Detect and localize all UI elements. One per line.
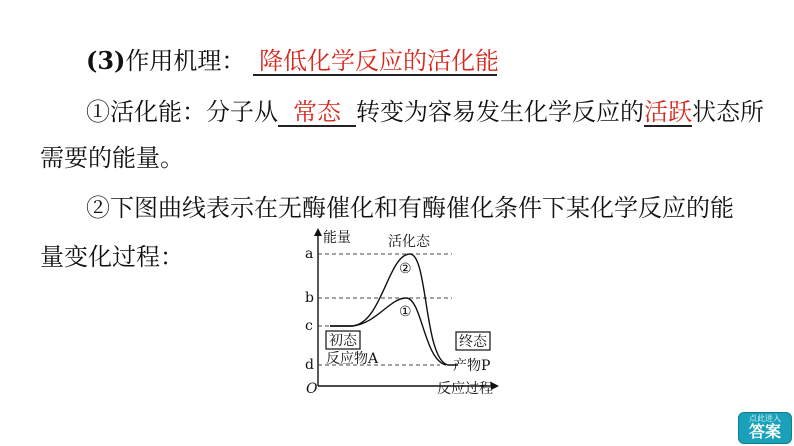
level-label-b: b — [305, 290, 314, 306]
section-heading: 作用机理： — [125, 47, 246, 75]
product-label: 产物P — [453, 358, 491, 374]
paragraph-text: ①活化能：分子从 — [86, 98, 278, 126]
y-axis-arrow — [314, 228, 322, 236]
paragraph-figure-intro: ②下图曲线表示在无酶催化和有酶催化条件下某化学反应的能 — [86, 194, 734, 222]
origin-label: O — [306, 381, 318, 397]
final-state-label: 终态 — [459, 334, 487, 350]
reactant-label: 反应物A — [326, 351, 379, 367]
level-label-c: c — [305, 318, 313, 334]
curve-2-label: ② — [399, 261, 412, 277]
answer-blank-normal-state: 常态 — [278, 99, 356, 127]
level-label-d: d — [305, 357, 314, 373]
paragraph-activation-energy — [86, 97, 764, 127]
answer-button-label: 答案 — [748, 422, 781, 441]
paragraph-text: 状态所 — [692, 98, 764, 126]
x-axis-label: 反应过程 — [437, 381, 493, 397]
y-axis-label: 能量 — [323, 230, 351, 246]
section-number: (3) — [86, 46, 126, 75]
section-heading-line — [86, 46, 500, 76]
answer-blank-active-state: 活跃 — [644, 98, 692, 126]
answer-button-hint: 点此进入 — [749, 414, 781, 423]
energy-diagram — [300, 222, 505, 398]
peak-label: 活化态 — [388, 234, 430, 250]
level-label-a: a — [305, 246, 314, 262]
paragraph-continuation: 需要的能量。 — [40, 144, 184, 172]
answer-button[interactable] — [738, 412, 792, 444]
paragraph-figure-intro-cont: 量变化过程： — [40, 243, 184, 271]
initial-state-label: 初态 — [329, 333, 357, 349]
curve-1-label: ① — [399, 304, 412, 320]
answer-blank-mechanism: 降低化学反应的活化能 — [253, 48, 497, 76]
paragraph-text: 转变为容易发生化学反应的 — [356, 98, 644, 126]
